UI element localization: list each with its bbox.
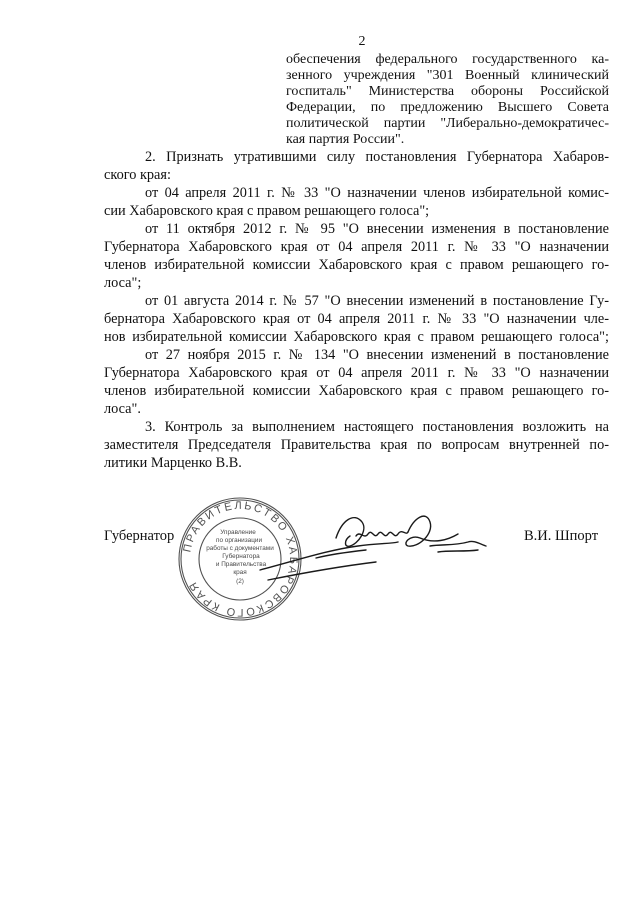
paragraph-line: от 27 ноября 2015 г. № 134 "О внесении изменений в постановление <box>145 347 609 363</box>
paragraph-line: ского края: <box>104 167 171 183</box>
seal-inner-line: края <box>233 569 247 576</box>
paragraph-line: 3. Контроль за выполнением настоящего постановления возложить на <box>145 419 609 435</box>
paragraph-line: бернатора Хабаровского края от 04 апреля 2011 г. № 33 "О назначении чле- <box>104 311 609 327</box>
paragraph-line: литики Марценко В.В. <box>104 455 242 471</box>
paragraph-line: членов избирательной комиссии Хабаровского края с правом решающего го- <box>104 257 609 273</box>
paragraph-line: лоса". <box>104 401 141 417</box>
paragraph-line: лоса"; <box>104 275 142 291</box>
seal-inner-line: Губернатора <box>222 553 260 560</box>
continuation-line: госпиталь" Министерства обороны Российской <box>286 84 609 99</box>
continuation-line: Федерации, по предложению Высшего Совета <box>286 100 609 115</box>
continuation-line: политической партии "Либерально-демократичес- <box>286 116 609 131</box>
paragraph-line: от 01 августа 2014 г. № 57 "О внесении изменений в постановление Гу- <box>145 293 609 309</box>
paragraph-line: членов избирательной комиссии Хабаровского края с правом решающего го- <box>104 383 609 399</box>
paragraph-line: Губернатора Хабаровского края от 04 апреля 2011 г. № 33 "О назначении <box>104 239 609 255</box>
seal-inner-line: по организации <box>215 537 263 544</box>
page-number: 2 <box>358 34 366 49</box>
continuation-line: обеспечения федерального государственного ка- <box>286 52 609 67</box>
paragraph-line: от 11 октября 2012 г. № 95 "О внесении изменения в постановление <box>145 221 609 237</box>
continuation-block <box>286 52 609 148</box>
paragraph-line: Губернатора Хабаровского края от 04 апреля 2011 г. № 33 "О назначении <box>104 365 609 381</box>
continuation-line: зенного учреждения "301 Военный клинический <box>286 68 609 83</box>
handwritten-signature <box>258 500 488 590</box>
seal-outer-text: ПРАВИТЕЛЬСТВО ХАБАРОВСКОГО КРАЯ <box>181 499 300 619</box>
paragraph-line: от 04 апреля 2011 г. № 33 "О назначении членов избирательной комис- <box>145 185 609 201</box>
continuation-line: кая партия России". <box>286 132 405 147</box>
signatory-title: Губернатор <box>104 528 175 544</box>
paragraph-line: нов избирательной комиссии Хабаровского края с правом решающего голоса"; <box>104 329 609 345</box>
seal-inner-line: работы с документами <box>206 545 274 552</box>
paragraph-line: сии Хабаровского края с правом решающего голоса"; <box>104 203 430 219</box>
decree-body <box>104 148 609 472</box>
signatory-name: В.И. Шпорт <box>524 528 599 544</box>
paragraph-line: 2. Признать утратившими силу постановления Губернатора Хабаров- <box>145 149 609 165</box>
seal-inner-line: Управление <box>220 529 256 536</box>
seal-inner-line: (2) <box>236 578 244 585</box>
seal-inner-line: и Правительства <box>215 561 267 568</box>
paragraph-line: заместителя Председателя Правительства края по вопросам внутренней по- <box>104 437 609 453</box>
